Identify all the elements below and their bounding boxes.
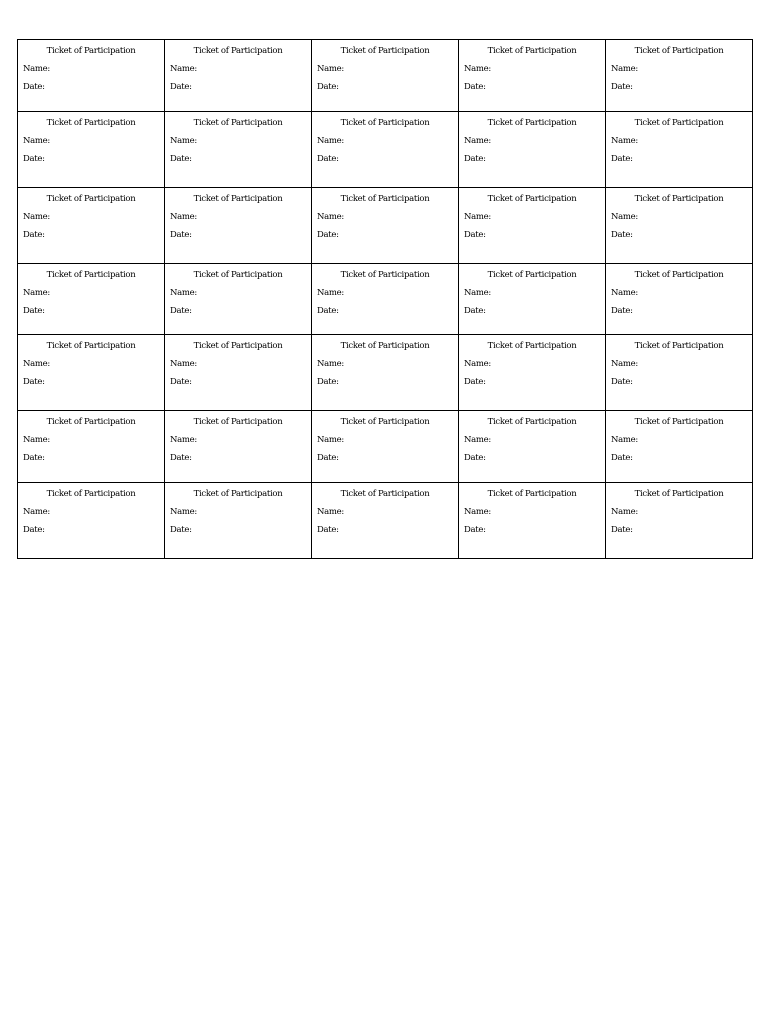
name-label: Name: [317,507,344,517]
ticket-cell [165,112,312,188]
name-label: Name: [23,288,50,298]
name-label: Name: [611,359,638,369]
ticket-cell [18,483,165,559]
date-label: Date: [611,82,633,92]
name-label: Name: [23,359,50,369]
name-label: Name: [23,212,50,222]
ticket-title: Ticket of Participation [340,489,430,499]
ticket-cell [459,40,606,112]
ticket-cell [165,40,312,112]
name-label: Name: [464,359,491,369]
ticket-title: Ticket of Participation [487,417,577,427]
ticket-cell [459,264,606,335]
name-label: Name: [23,64,50,74]
ticket-cell [18,40,165,112]
name-label: Name: [23,136,50,146]
date-label: Date: [23,82,45,92]
name-label: Name: [23,507,50,517]
date-label: Date: [464,306,486,316]
name-label: Name: [464,435,491,445]
ticket-cell [312,335,459,411]
ticket-title: Ticket of Participation [193,270,283,280]
date-label: Date: [23,230,45,240]
date-label: Date: [170,453,192,463]
ticket-cell [18,411,165,483]
ticket-title: Ticket of Participation [46,118,136,128]
ticket-cell [606,335,753,411]
ticket-cell [459,335,606,411]
ticket-cell [165,335,312,411]
ticket-cell [165,188,312,264]
name-label: Name: [464,136,491,146]
ticket-title: Ticket of Participation [634,341,724,351]
ticket-row [18,335,753,411]
ticket-title: Ticket of Participation [634,489,724,499]
ticket-title: Ticket of Participation [634,270,724,280]
ticket-title: Ticket of Participation [487,270,577,280]
date-label: Date: [170,306,192,316]
ticket-title: Ticket of Participation [46,194,136,204]
ticket-title: Ticket of Participation [193,341,283,351]
name-label: Name: [170,507,197,517]
name-label: Name: [464,507,491,517]
ticket-cell [459,112,606,188]
ticket-cell [606,411,753,483]
ticket-row [18,188,753,264]
ticket-cell [165,264,312,335]
ticket-cell [18,112,165,188]
date-label: Date: [611,154,633,164]
ticket-cell [312,483,459,559]
ticket-cell [606,40,753,112]
date-label: Date: [611,453,633,463]
date-label: Date: [170,154,192,164]
date-label: Date: [611,525,633,535]
name-label: Name: [170,359,197,369]
ticket-title: Ticket of Participation [46,489,136,499]
name-label: Name: [170,64,197,74]
ticket-cell [312,112,459,188]
ticket-cell [312,264,459,335]
date-label: Date: [464,154,486,164]
ticket-row [18,112,753,188]
ticket-cell [459,411,606,483]
date-label: Date: [170,377,192,387]
date-label: Date: [317,377,339,387]
date-label: Date: [23,377,45,387]
name-label: Name: [317,435,344,445]
ticket-cell [312,40,459,112]
ticket-title: Ticket of Participation [340,270,430,280]
name-label: Name: [317,288,344,298]
ticket-cell [606,483,753,559]
name-label: Name: [464,64,491,74]
name-label: Name: [611,435,638,445]
name-label: Name: [317,212,344,222]
ticket-title: Ticket of Participation [487,46,577,56]
ticket-title: Ticket of Participation [634,46,724,56]
name-label: Name: [23,435,50,445]
date-label: Date: [317,525,339,535]
name-label: Name: [170,136,197,146]
date-label: Date: [464,230,486,240]
name-label: Name: [317,64,344,74]
date-label: Date: [317,453,339,463]
ticket-title: Ticket of Participation [46,270,136,280]
ticket-row [18,411,753,483]
name-label: Name: [317,359,344,369]
ticket-title: Ticket of Participation [193,118,283,128]
ticket-title: Ticket of Participation [487,118,577,128]
ticket-title: Ticket of Participation [487,194,577,204]
name-label: Name: [170,435,197,445]
name-label: Name: [170,288,197,298]
date-label: Date: [23,154,45,164]
name-label: Name: [317,136,344,146]
name-label: Name: [611,212,638,222]
date-label: Date: [23,306,45,316]
date-label: Date: [170,230,192,240]
ticket-cell [606,188,753,264]
ticket-row [18,264,753,335]
date-label: Date: [317,306,339,316]
date-label: Date: [611,377,633,387]
ticket-title: Ticket of Participation [193,194,283,204]
name-label: Name: [611,507,638,517]
name-label: Name: [170,212,197,222]
ticket-title: Ticket of Participation [634,417,724,427]
date-label: Date: [23,453,45,463]
ticket-cell [18,264,165,335]
ticket-cell [18,335,165,411]
ticket-title: Ticket of Participation [193,417,283,427]
ticket-cell [606,264,753,335]
ticket-row [18,40,753,112]
ticket-cell [312,411,459,483]
ticket-title: Ticket of Participation [634,194,724,204]
date-label: Date: [464,453,486,463]
ticket-cell [18,188,165,264]
ticket-title: Ticket of Participation [46,46,136,56]
name-label: Name: [464,288,491,298]
ticket-title: Ticket of Participation [487,341,577,351]
ticket-grid [17,39,753,559]
ticket-cell [312,188,459,264]
ticket-cell [606,112,753,188]
date-label: Date: [170,525,192,535]
date-label: Date: [23,525,45,535]
date-label: Date: [464,377,486,387]
date-label: Date: [464,82,486,92]
name-label: Name: [611,136,638,146]
date-label: Date: [317,154,339,164]
ticket-cell [459,188,606,264]
date-label: Date: [317,230,339,240]
ticket-title: Ticket of Participation [46,417,136,427]
ticket-title: Ticket of Participation [487,489,577,499]
ticket-cell [459,483,606,559]
date-label: Date: [611,306,633,316]
date-label: Date: [611,230,633,240]
ticket-title: Ticket of Participation [46,341,136,351]
ticket-title: Ticket of Participation [340,417,430,427]
ticket-cell [165,411,312,483]
name-label: Name: [611,288,638,298]
name-label: Name: [464,212,491,222]
ticket-row [18,483,753,559]
ticket-title: Ticket of Participation [634,118,724,128]
ticket-title: Ticket of Participation [340,341,430,351]
date-label: Date: [317,82,339,92]
name-label: Name: [611,64,638,74]
date-label: Date: [170,82,192,92]
ticket-title: Ticket of Participation [193,46,283,56]
ticket-title: Ticket of Participation [340,118,430,128]
ticket-title: Ticket of Participation [193,489,283,499]
ticket-cell [165,483,312,559]
ticket-title: Ticket of Participation [340,46,430,56]
ticket-title: Ticket of Participation [340,194,430,204]
date-label: Date: [464,525,486,535]
